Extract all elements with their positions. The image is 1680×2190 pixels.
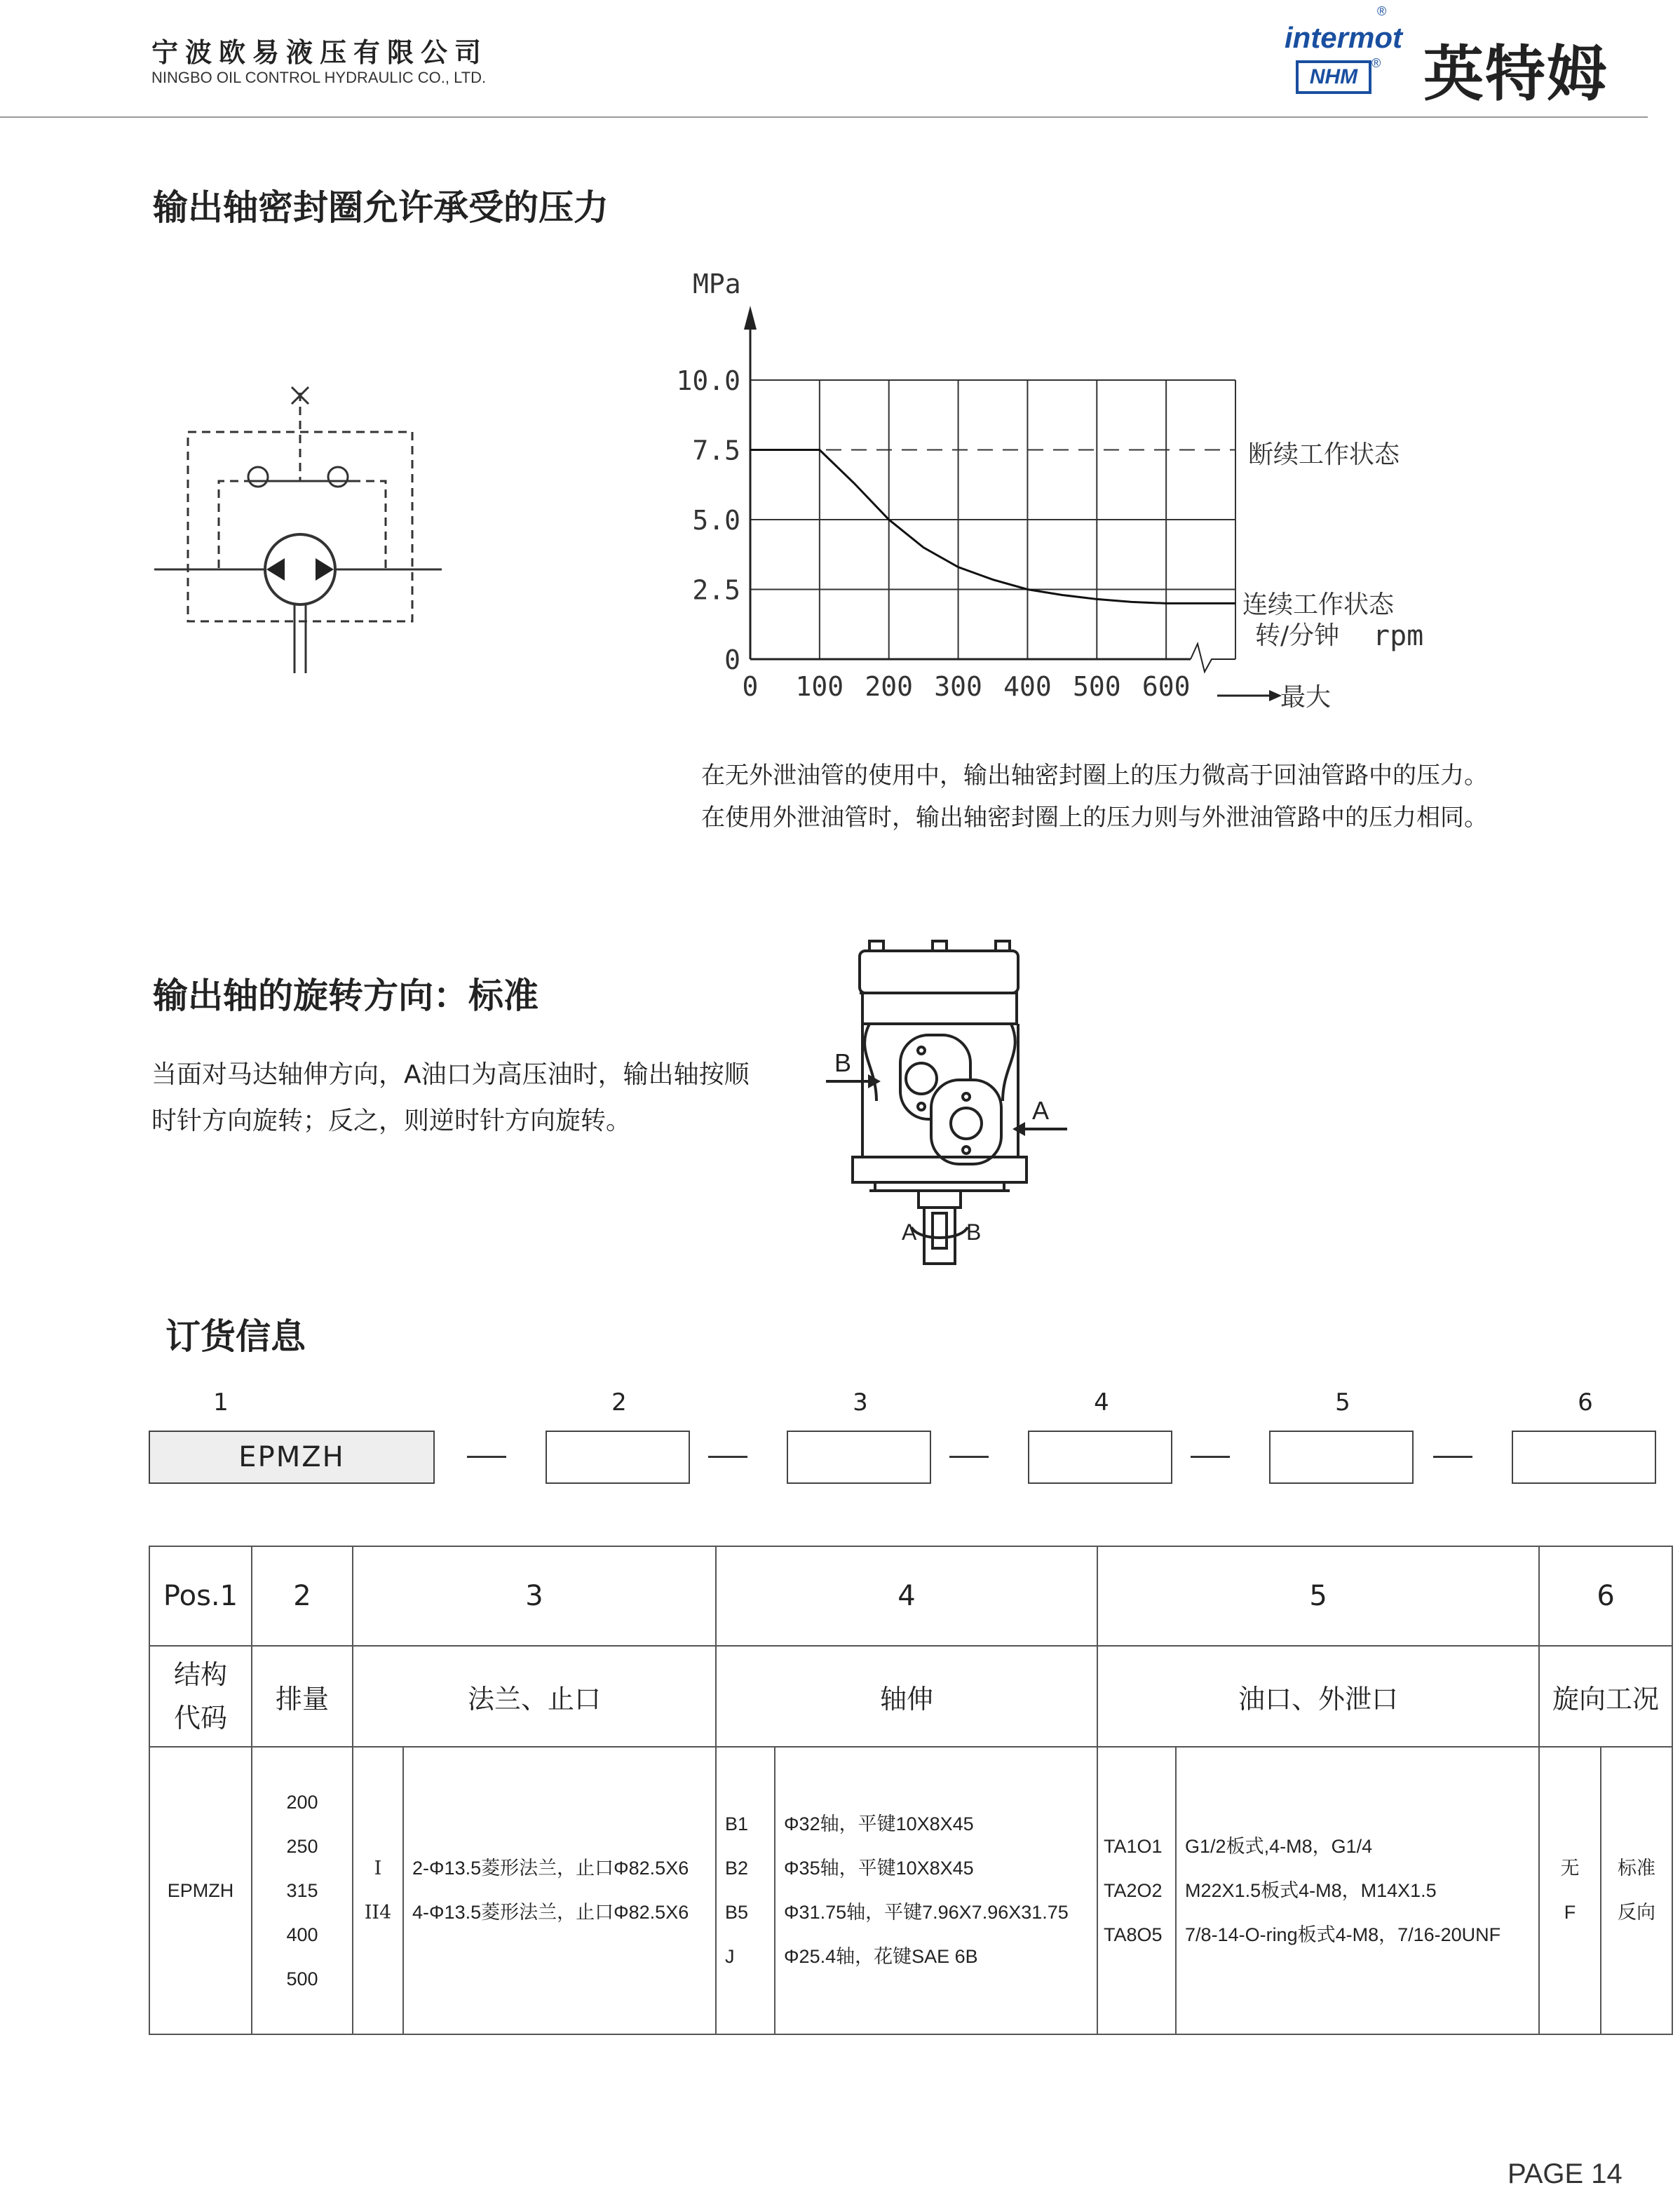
annotation-max: 最大 xyxy=(1280,683,1332,712)
port-desc-cell xyxy=(1176,1747,1539,2034)
position-number: 3 xyxy=(853,1388,868,1417)
series-line xyxy=(750,450,1235,604)
rotation-code: 无 xyxy=(1560,1858,1580,1879)
section-title-rotation: 输出轴的旋转方向：标准 xyxy=(153,975,538,1016)
page-number: PAGE 14 xyxy=(1508,2158,1623,2189)
annotation-continuous: 连续工作状态 xyxy=(1242,590,1395,619)
port-desc: 7/8-14-O-ring板式4-M8，7/16-20UNF xyxy=(1185,1924,1501,1945)
y-tick-label: 5.0 xyxy=(692,505,740,536)
flange-code-cell xyxy=(353,1747,403,2034)
header-cell: 5 xyxy=(1097,1546,1539,1646)
displacement-value: 500 xyxy=(286,1968,318,1989)
y-tick-label: 0 xyxy=(724,644,740,675)
port-desc: G1/2板式,4-M8，G1/4 xyxy=(1185,1835,1373,1857)
x-tick-label: 400 xyxy=(1003,671,1052,702)
hydraulic-symbol-icon xyxy=(154,379,463,687)
y-tick-label: 7.5 xyxy=(692,435,740,466)
table-header-positions xyxy=(149,1546,1672,1646)
code-separator xyxy=(949,1456,989,1458)
y-tick-label: 2.5 xyxy=(692,574,740,606)
x-tick-label: 300 xyxy=(934,671,982,702)
brand-name-cn: 英特姆 xyxy=(1423,39,1608,109)
seal-pressure-note-line2: 在使用外泄油管时，输出轴密封圈上的压力则与外泄油管路中的压力相同。 xyxy=(701,804,1488,832)
logo-registered-mark: ® xyxy=(1377,4,1387,18)
flange-code: II4 xyxy=(364,1902,392,1924)
header-cell: 排量 xyxy=(252,1646,353,1747)
shaft-code-cell xyxy=(716,1747,775,2034)
order-code-box-2[interactable] xyxy=(546,1431,690,1484)
order-code-box-5[interactable] xyxy=(1269,1431,1414,1484)
section-title-seal-pressure: 输出轴密封圈允许承受的压力 xyxy=(153,187,609,228)
port-code: TA1O1 xyxy=(1104,1835,1163,1857)
shaft-desc: Φ35轴，平键10X8X45 xyxy=(784,1858,974,1879)
header-cell: 结构代码 xyxy=(149,1646,252,1747)
rotation-code-cell xyxy=(1539,1747,1601,2034)
code-separator xyxy=(1433,1456,1472,1458)
x-tick-label: 200 xyxy=(865,671,914,702)
header-divider xyxy=(0,116,1648,118)
code-separator xyxy=(1191,1456,1230,1458)
flange-desc: 2-Φ13.5菱形法兰，止口Φ82.5X6 xyxy=(412,1858,689,1879)
shaft-desc: Φ31.75轴，平键7.96X7.96X31.75 xyxy=(784,1902,1069,1923)
y-axis-arrow xyxy=(744,306,757,330)
rotation-description: 当面对马达轴伸方向，A油口为高压油时，输出轴按顺时针方向旋转；反之，则逆时针方向旋转。 xyxy=(151,1060,750,1135)
displacement-value: 200 xyxy=(286,1791,318,1813)
header-cell: 2 xyxy=(252,1546,353,1646)
shaft-desc-cell xyxy=(775,1747,1097,2034)
port-code: TA2O2 xyxy=(1104,1879,1163,1901)
position-number: 6 xyxy=(1578,1388,1593,1417)
shaft-b-label: B xyxy=(966,1219,982,1245)
code-separator xyxy=(708,1456,747,1458)
table-header-names xyxy=(149,1646,1672,1747)
port-code-cell xyxy=(1097,1747,1176,2034)
header-cell: 3 xyxy=(353,1546,716,1646)
company-name-cn: 宁波欧易液压有限公司 xyxy=(151,37,489,68)
rotation-desc-cell xyxy=(1601,1747,1672,2034)
flange-desc-cell xyxy=(403,1747,716,2034)
position-number: 4 xyxy=(1094,1388,1109,1417)
header-cell: Pos.1 xyxy=(149,1546,252,1646)
rotation-desc: 标准 xyxy=(1618,1858,1656,1879)
position-number: 2 xyxy=(611,1388,627,1417)
header-cell: 6 xyxy=(1539,1546,1672,1646)
order-code-box-3[interactable] xyxy=(787,1431,931,1484)
header-cell: 油口、外泄口 xyxy=(1097,1646,1539,1747)
x-tick-label: 600 xyxy=(1142,671,1191,702)
flange-code: I xyxy=(374,1858,382,1879)
shaft-code: B5 xyxy=(725,1902,749,1923)
annotation-intermittent: 断续工作状态 xyxy=(1248,440,1400,469)
flange-desc: 4-Φ13.5菱形法兰，止口Φ82.5X6 xyxy=(412,1902,689,1923)
axis-break xyxy=(1191,644,1235,672)
displacement-cell xyxy=(252,1747,353,2034)
y-axis-label: MPa xyxy=(693,269,741,299)
ordering-table xyxy=(149,1546,1673,2035)
header-cell: 旋向工况 xyxy=(1539,1646,1672,1747)
header-cell: 轴伸 xyxy=(716,1646,1097,1747)
order-code-box-4[interactable] xyxy=(1028,1431,1172,1484)
logo-nhm: NHM xyxy=(1296,60,1371,94)
pressure-speed-chart xyxy=(673,259,1472,736)
logo-registered-mark-2: ® xyxy=(1371,56,1381,70)
logo-intermot: intermot xyxy=(1285,21,1402,54)
seal-pressure-note-line1: 在无外泄油管的使用中，输出轴密封圈上的压力微高于回油管路中的压力。 xyxy=(701,762,1488,790)
order-code-box-6[interactable] xyxy=(1512,1431,1656,1484)
x-tick-label: 500 xyxy=(1072,671,1121,702)
company-name-en: NINGBO OIL CONTROL HYDRAULIC CO., LTD. xyxy=(151,69,487,86)
code-separator xyxy=(467,1456,506,1458)
displacement-value: 400 xyxy=(286,1924,318,1945)
shaft-code: B2 xyxy=(725,1858,749,1879)
displacement-value: 315 xyxy=(286,1879,318,1901)
rotation-code: F xyxy=(1564,1902,1576,1923)
y-tick-label: 10.0 xyxy=(676,365,740,396)
position-number: 1 xyxy=(213,1388,229,1417)
x-tick-label: 0 xyxy=(742,671,759,702)
port-a-label: A xyxy=(1032,1096,1050,1125)
x-axis-label: rpm xyxy=(1373,620,1424,652)
motor-drawing-icon xyxy=(813,926,1094,1276)
displacement-value: 250 xyxy=(286,1835,318,1857)
port-desc: M22X1.5板式4-M8，M14X1.5 xyxy=(1185,1879,1437,1901)
x-tick-label: 100 xyxy=(795,671,844,702)
table-row xyxy=(149,1747,1672,2034)
shaft-code: J xyxy=(725,1946,735,1967)
header-cell: 4 xyxy=(716,1546,1097,1646)
shaft-desc: Φ25.4轴，花键SAE 6B xyxy=(784,1946,978,1967)
shaft-desc: Φ32轴，平键10X8X45 xyxy=(784,1813,974,1834)
position-number: 5 xyxy=(1335,1388,1350,1417)
structure-code-cell: EPMZH xyxy=(149,1747,252,2034)
annotation-speed-unit: 转/分钟 xyxy=(1255,621,1340,650)
order-code-box-1: EPMZH xyxy=(149,1431,435,1484)
port-code: TA8O5 xyxy=(1104,1924,1163,1945)
shaft-a-label: A xyxy=(902,1219,917,1245)
section-title-ordering: 订货信息 xyxy=(165,1316,306,1357)
rotation-desc: 反向 xyxy=(1618,1902,1656,1923)
header-cell: 法兰、止口 xyxy=(353,1646,716,1747)
shaft-code: B1 xyxy=(725,1813,749,1834)
port-b-label: B xyxy=(834,1048,852,1077)
